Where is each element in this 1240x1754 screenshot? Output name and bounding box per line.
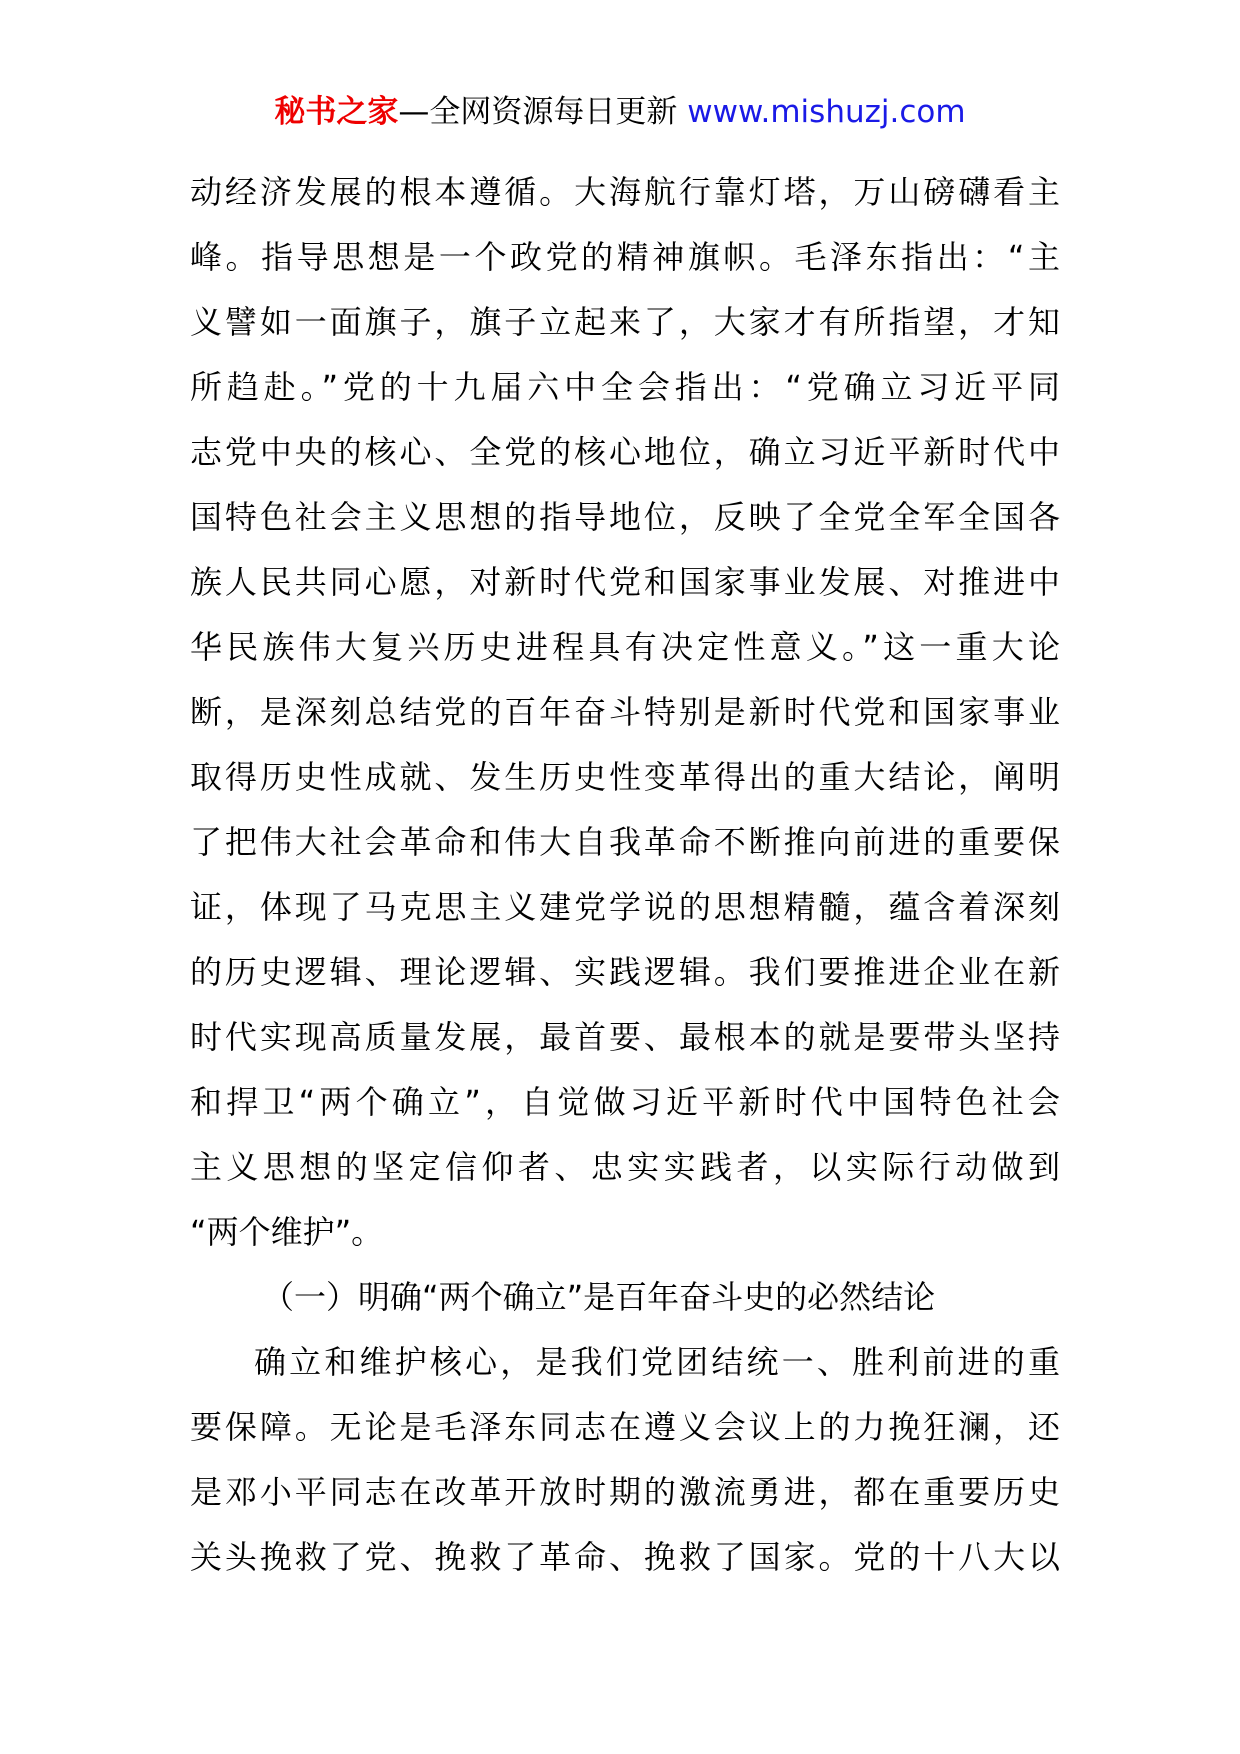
site-url-link[interactable]: www.mishuzj.com [687, 94, 966, 130]
section-line: 是邓小平同志在改革开放时期的激流勇进，都在重要历史 [190, 1473, 1060, 1511]
document-body [190, 160, 1060, 1590]
body-line: 所趋赴。”党的十九届六中全会指出：“党确立习近平同 [190, 368, 1060, 406]
body-line-last: “两个维护”。 [190, 1213, 384, 1251]
body-line: 动经济发展的根本遵循。大海航行靠灯塔，万山磅礴看主 [190, 173, 1060, 211]
body-line: 的历史逻辑、理论逻辑、实践逻辑。我们要推进企业在新 [190, 953, 1060, 991]
site-brand: 秘书之家 [274, 94, 399, 130]
body-line: 断，是深刻总结党的百年奋斗特别是新时代党和国家事业 [190, 693, 1060, 731]
body-line: 国特色社会主义思想的指导地位，反映了全党全军全国各 [190, 498, 1060, 536]
body-line: 了把伟大社会革命和伟大自我革命不断推向前进的重要保 [190, 823, 1060, 861]
body-line: 华民族伟大复兴历史进程具有决定性意义。”这一重大论 [190, 628, 1060, 666]
body-line: 时代实现高质量发展，最首要、最根本的就是要带头坚持 [190, 1018, 1060, 1056]
section-heading: （一）明确“两个确立”是百年奋斗史的必然结论 [262, 1278, 936, 1316]
section-line: 关头挽救了党、挽救了革命、挽救了国家。党的十八大以 [190, 1538, 1060, 1576]
section-line: 要保障。无论是毛泽东同志在遵义会议上的力挽狂澜，还 [190, 1408, 1060, 1446]
section-line-first: 确立和维护核心，是我们党团结统一、胜利前进的重 [254, 1343, 1060, 1381]
body-line: 志党中央的核心、全党的核心地位，确立习近平新时代中 [190, 433, 1060, 471]
body-line: 峰。指导思想是一个政党的精神旗帜。毛泽东指出：“主 [190, 238, 1060, 276]
body-line: 义譬如一面旗子，旗子立起来了，大家才有所指望，才知 [190, 303, 1060, 341]
body-line: 族人民共同心愿，对新时代党和国家事业发展、对推进中 [190, 563, 1060, 601]
body-line: 主义思想的坚定信仰者、忠实实践者，以实际行动做到 [190, 1148, 1060, 1186]
page-header [0, 92, 1240, 132]
site-tagline: —全网资源每日更新 [398, 94, 678, 130]
body-line: 取得历史性成就、发生历史性变革得出的重大结论，阐明 [190, 758, 1060, 796]
body-line: 和捍卫“两个确立”，自觉做习近平新时代中国特色社会 [190, 1083, 1060, 1121]
body-line: 证，体现了马克思主义建党学说的思想精髓，蕴含着深刻 [190, 888, 1060, 926]
